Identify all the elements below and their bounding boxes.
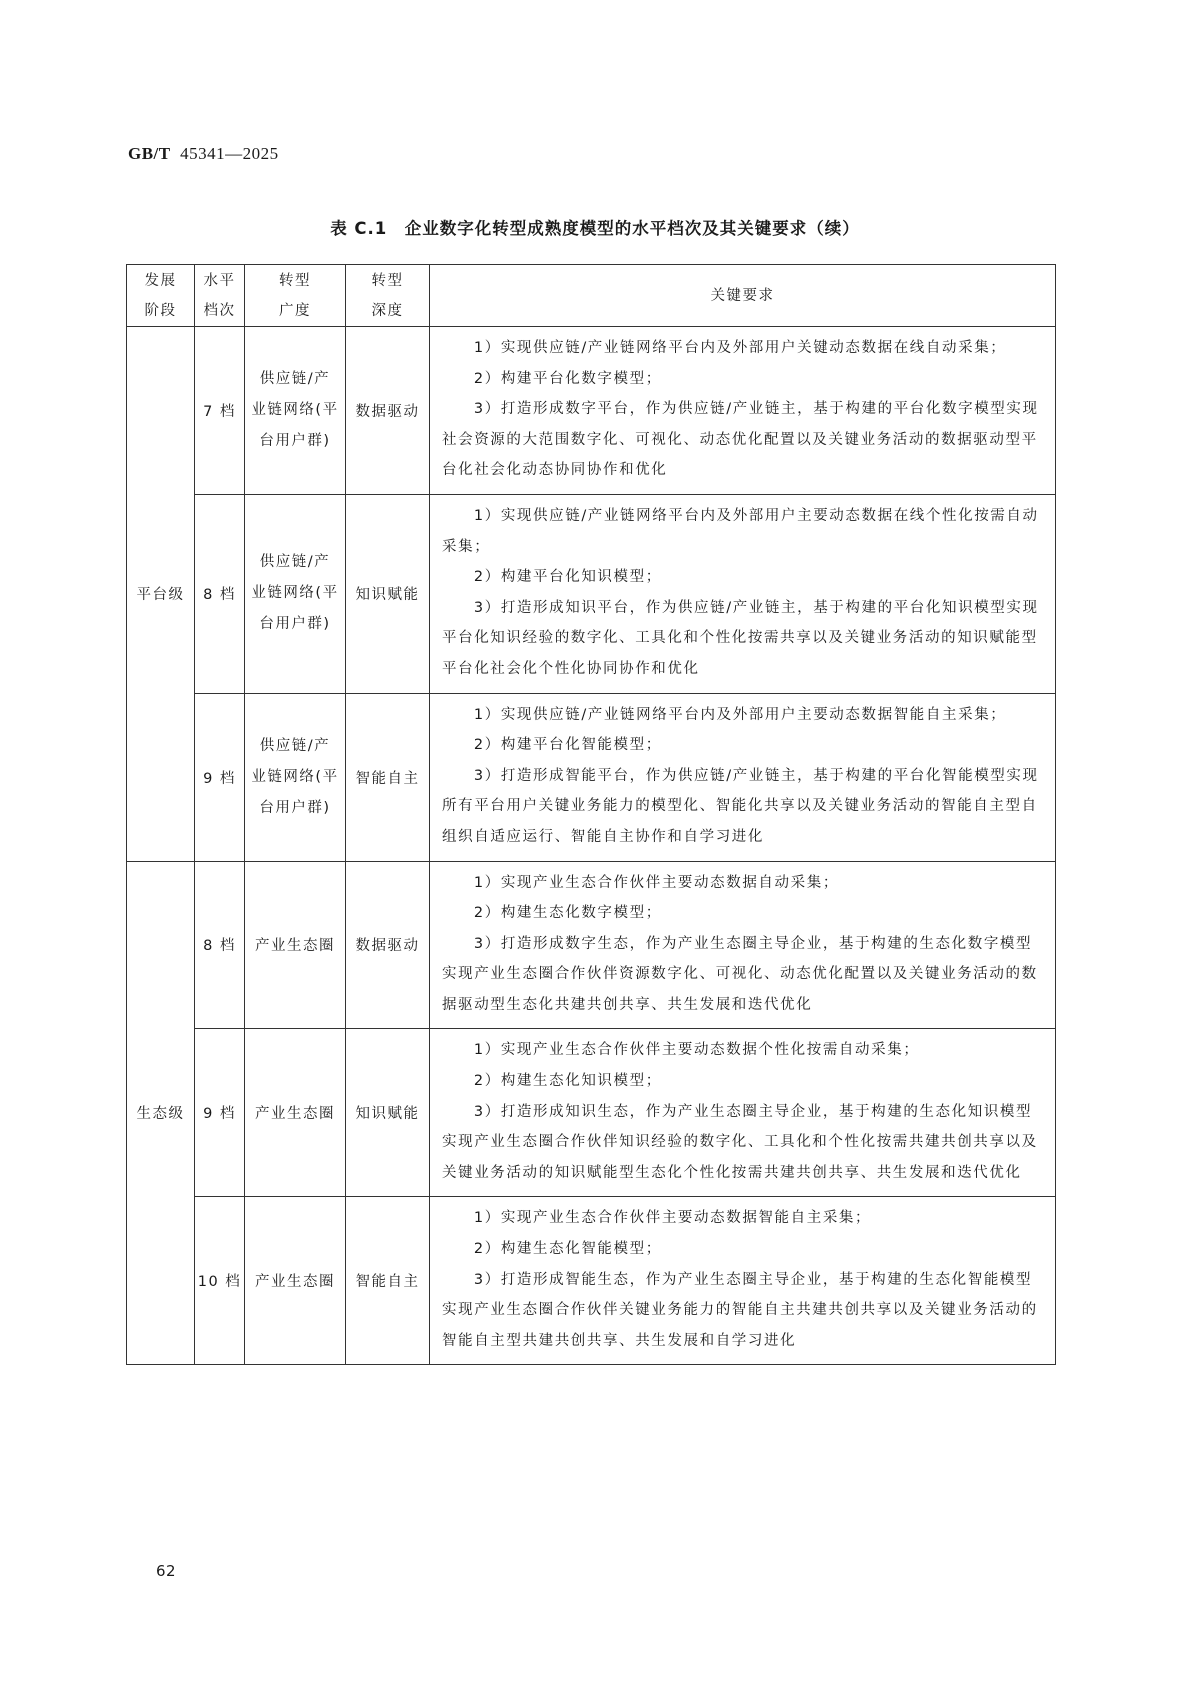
table-header-row [127,265,1056,327]
level-cell: 7 档 [195,327,245,495]
depth-cell: 数据驱动 [346,861,430,1029]
requirement-item: 1）实现供应链/产业链网络平台内及外部用户主要动态数据在线个性化按需自动采集； [442,507,1039,555]
standard-number: 45341—2025 [180,144,279,163]
requirement-item: 3）打造形成知识平台，作为供应链/产业链主，基于构建的平台化知识模型实现平台化知识经验的数字化、工具化和个性化按需共享以及关键业务活动的知识赋能型平台化社会化个性化协同协作和优化 [442,599,1039,677]
requirement-item: 2）构建平台化知识模型； [473,569,662,586]
level-cell: 10 档 [195,1197,245,1365]
table-row [127,1029,1056,1197]
header-breadth: 转型 广度 [245,265,346,327]
level-cell: 9 档 [195,1029,245,1197]
depth-cell: 智能自主 [346,1197,430,1365]
header-stage: 发展 阶段 [127,265,195,327]
breadth-cell: 供应链/产 业链网络(平 台用户群) [245,693,346,861]
depth-cell: 数据驱动 [346,327,430,495]
header-requirements: 关键要求 [430,265,1056,327]
requirements-cell [430,327,1056,495]
table-row [127,861,1056,1029]
requirements-cell [430,494,1056,693]
requirements-cell [430,1197,1056,1365]
requirement-item: 2）构建生态化智能模型； [473,1241,662,1258]
breadth-cell: 产业生态圈 [245,861,346,1029]
stage-cell: 生态级 [127,861,195,1365]
standard-code [128,144,279,164]
requirements-cell [430,693,1056,861]
standard-prefix: GB/T [128,144,171,163]
table-row [127,327,1056,495]
depth-cell: 知识赋能 [346,1029,430,1197]
requirements-cell [430,861,1056,1029]
header-level: 水平 档次 [195,265,245,327]
level-cell: 9 档 [195,693,245,861]
breadth-cell: 供应链/产 业链网络(平 台用户群) [245,494,346,693]
stage-cell: 平台级 [127,327,195,862]
requirement-item: 3）打造形成数字生态，作为产业生态圈主导企业，基于构建的生态化数字模型实现产业生态圈合作伙伴资源数字化、可视化、动态优化配置以及关键业务活动的数据驱动型生态化共建共创共享、共生发展和迭代优化 [442,935,1038,1013]
breadth-cell: 产业生态圈 [245,1029,346,1197]
table-row [127,494,1056,693]
depth-cell: 知识赋能 [346,494,430,693]
level-cell: 8 档 [195,861,245,1029]
requirement-item: 2）构建平台化数字模型； [473,370,662,387]
requirement-item: 2）构建平台化智能模型； [473,737,662,754]
header-depth: 转型 深度 [346,265,430,327]
table-title: 表 C.1 企业数字化转型成熟度模型的水平档次及其关键要求（续） [330,219,860,238]
requirement-item: 1）实现产业生态合作伙伴主要动态数据智能自主采集； [473,1210,872,1227]
requirement-item: 1）实现产业生态合作伙伴主要动态数据自动采集； [473,874,839,891]
requirements-table [126,264,1056,1365]
requirement-item: 1）实现供应链/产业链网络平台内及外部用户主要动态数据智能自主采集； [473,706,1007,723]
requirement-item: 3）打造形成知识生态，作为产业生态圈主导企业，基于构建的生态化知识模型实现产业生态圈合作伙伴知识经验的数字化、工具化和个性化按需共建共创共享以及关键业务活动的知识赋能型生态化个性化按需共建共创共享、共生发展和迭代优化 [442,1103,1038,1181]
requirement-item: 1）实现产业生态合作伙伴主要动态数据个性化按需自动采集； [473,1042,920,1059]
requirements-cell [430,1029,1056,1197]
table-row [127,693,1056,861]
depth-cell: 智能自主 [346,693,430,861]
breadth-cell: 产业生态圈 [245,1197,346,1365]
requirement-item: 3）打造形成智能平台，作为供应链/产业链主，基于构建的平台化智能模型实现所有平台用户关键业务能力的模型化、智能化共享以及关键业务活动的智能自主型自组织自适应运行、智能自主协作和自学习进化 [442,767,1039,845]
level-cell: 8 档 [195,494,245,693]
requirement-item: 1）实现供应链/产业链网络平台内及外部用户关键动态数据在线自动采集； [473,340,1007,356]
page-number: 62 [156,1562,177,1580]
requirement-item: 2）构建生态化数字模型； [473,905,662,922]
requirement-item: 3）打造形成智能生态，作为产业生态圈主导企业，基于构建的生态化智能模型实现产业生态圈合作伙伴关键业务能力的智能自主共建共创共享以及关键业务活动的智能自主型共建共创共享、共生发展和自学习进化 [442,1271,1038,1349]
requirement-item: 2）构建生态化知识模型； [473,1073,662,1090]
requirement-item: 3）打造形成数字平台，作为供应链/产业链主，基于构建的平台化数字模型实现社会资源的大范围数字化、可视化、动态优化配置以及关键业务活动的数据驱动型平台化社会化动态协同协作和优化 [442,401,1039,479]
breadth-cell: 供应链/产 业链网络(平 台用户群) [245,327,346,495]
table-row [127,1197,1056,1365]
